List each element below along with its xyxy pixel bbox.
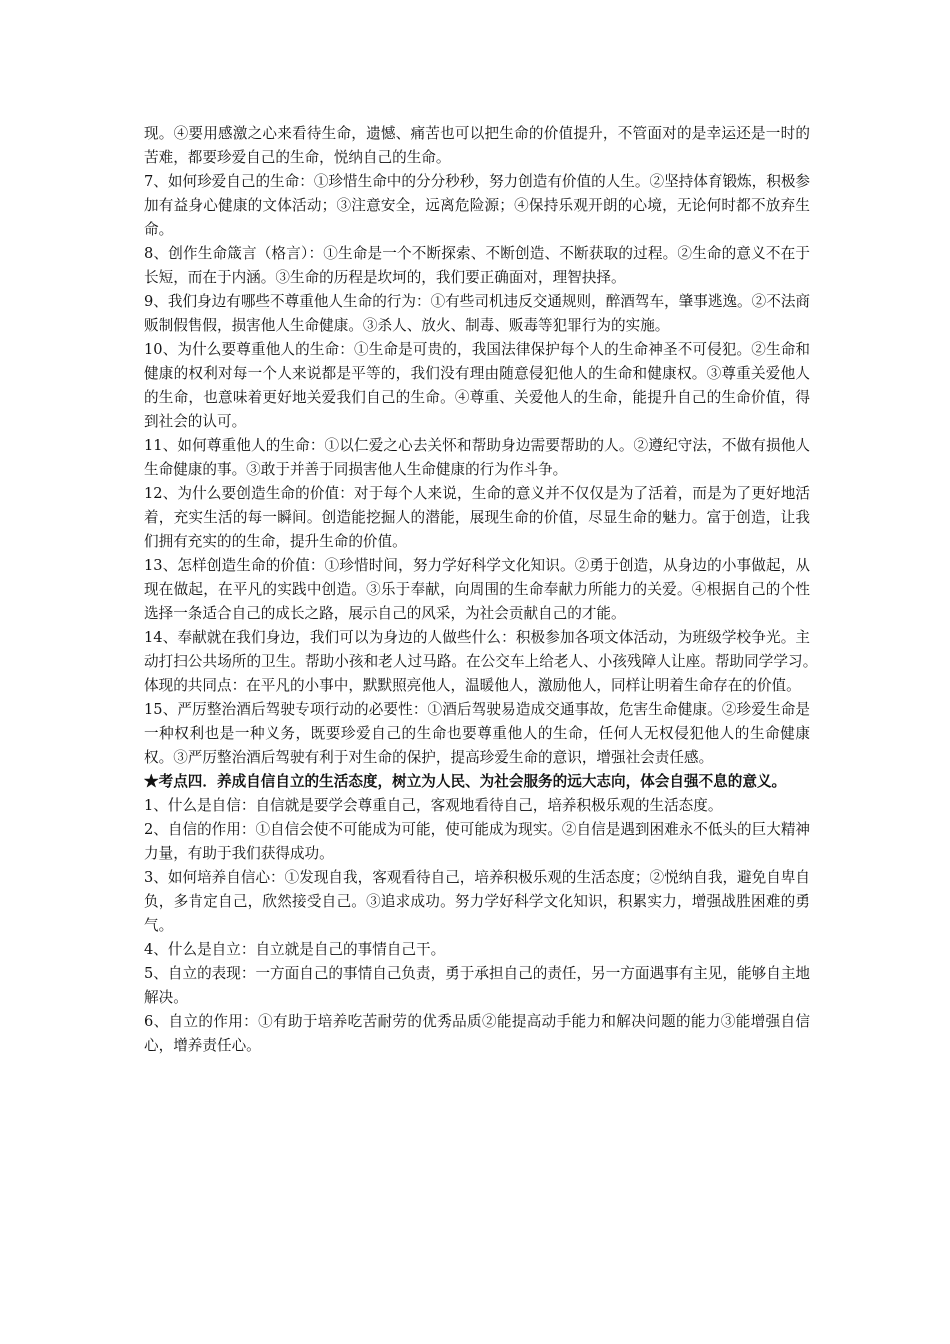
paragraph: 14、奉献就在我们身边，我们可以为身边的人做些什么：积极参加各项文体活动，为班级学校争光。主动打扫公共场所的卫生。帮助小孩和老人过马路。在公交车上给老人、小孩残障人让座。帮助同学学习。 体现的共同点：在平凡的小事中，默默照亮他人，温暖他人，激励他人，同样让明着生命存在的价值。 bbox=[144, 629, 840, 694]
paragraph: 12、为什么要创造生命的价值：对于每个人来说，生命的意义并不仅仅是为了活着，而是为了更好地活着，充实生活的每一瞬间。创造能挖掘人的潜能，展现生命的价值，尽显生命的魅力。富于创造，让我们拥有充实的的生命，提升生命的价值。 bbox=[144, 485, 810, 550]
paragraph: 10、为什么要尊重他人的生命：①生命是可贵的，我国法律保护每个人的生命神圣不可侵犯。②生命和健康的权利对每一个人来说都是平等的，我们没有理由随意侵犯他人的生命和健康权。③尊重关爱他人的生命，也意味着更好地关爱我们自己的生命。④尊重、关爱他人的生命，能提升自己的生命价值，得到社会的认可。 bbox=[144, 341, 810, 430]
paragraph: 13、怎样创造生命的价值：①珍惜时间，努力学好科学文化知识。②勇于创造，从身边的小事做起，从现在做起，在平凡的实践中创造。③乐于奉献，向周围的生命奉献力所能力的关爱。④根据自己的个性选择一条适合自己的成长之路，展示自己的风采，为社会贡献自己的才能。 bbox=[144, 557, 810, 622]
paragraph: 15、严厉整治酒后驾驶专项行动的必要性：①酒后驾驶易造成交通事故，危害生命健康。②珍爱生命是一种权利也是一种义务，既要珍爱自己的生命也要尊重他人的生命，任何人无权侵犯他人的生命健康权。③严厉整治酒后驾驶有利于对生命的保护，提高珍爱生命的意识，增强社会责任感。 bbox=[144, 701, 810, 766]
document-body bbox=[144, 122, 840, 1058]
paragraph: 6、自立的作用：①有助于培养吃苦耐劳的优秀品质②能提高动手能力和解决问题的能力③能增强自信心，增养责任心。 bbox=[144, 1013, 810, 1054]
paragraph: 3、如何培养自信心：①发现自我，客观看待自己，培养积极乐观的生活态度；②悦纳自我，避免自卑自负，多肯定自己，欣然接受自己。③追求成功。努力学好科学文化知识，积累实力，增强战胜困难的勇气。 bbox=[144, 869, 811, 934]
paragraph: 现。④要用感激之心来看待生命，遗憾、痛苦也可以把生命的价值提升，不管面对的是幸运还是一时的苦难，都要珍爱自己的生命，悦纳自己的生命。 bbox=[144, 125, 810, 166]
section-heading: ★考点四．养成自信自立的生活态度，树立为人民、为社会服务的远大志向，体会自强不息的意义。 bbox=[144, 773, 787, 790]
paragraph: 8、创作生命箴言（格言）：①生命是一个不断探索、不断创造、不断获取的过程。②生命的意义不在于长短，而在于内涵。③生命的历程是坎坷的，我们要正确面对，理智抉择。 bbox=[144, 245, 810, 286]
paragraph: 11、如何尊重他人的生命：①以仁爱之心去关怀和帮助身边需要帮助的人。②遵纪守法，不做有损他人生命健康的事。③敢于并善于同损害他人生命健康的行为作斗争。 bbox=[144, 437, 810, 478]
paragraph: 9、我们身边有哪些不尊重他人生命的行为：①有些司机违反交通规则，醉酒驾车，肇事逃逸。②不法商贩制假售假，损害他人生命健康。③杀人、放火、制毒、贩毒等犯罪行为的实施。 bbox=[144, 293, 811, 334]
paragraph: 4、什么是自立：自立就是自己的事情自己干。 bbox=[144, 941, 446, 958]
paragraph: 1、什么是自信：自信就是要学会尊重自己，客观地看待自己，培养积极乐观的生活态度。 bbox=[144, 797, 723, 814]
paragraph: 5、自立的表现：一方面自己的事情自己负责，勇于承担自己的责任，另一方面遇事有主见，能够自主地解决。 bbox=[144, 965, 811, 1006]
paragraph: 7、如何珍爱自己的生命：①珍惜生命中的分分秒秒，努力创造有价值的人生。②坚持体育锻炼，积极参加有益身心健康的文体活动；③注意安全，远离危险源；④保持乐观开朗的心境，无论何时都不放弃生命。 bbox=[144, 173, 811, 238]
paragraph: 2、自信的作用：①自信会使不可能成为可能，使可能成为现实。②自信是遇到困难永不低头的巨大精神力量，有助于我们获得成功。 bbox=[144, 821, 811, 862]
